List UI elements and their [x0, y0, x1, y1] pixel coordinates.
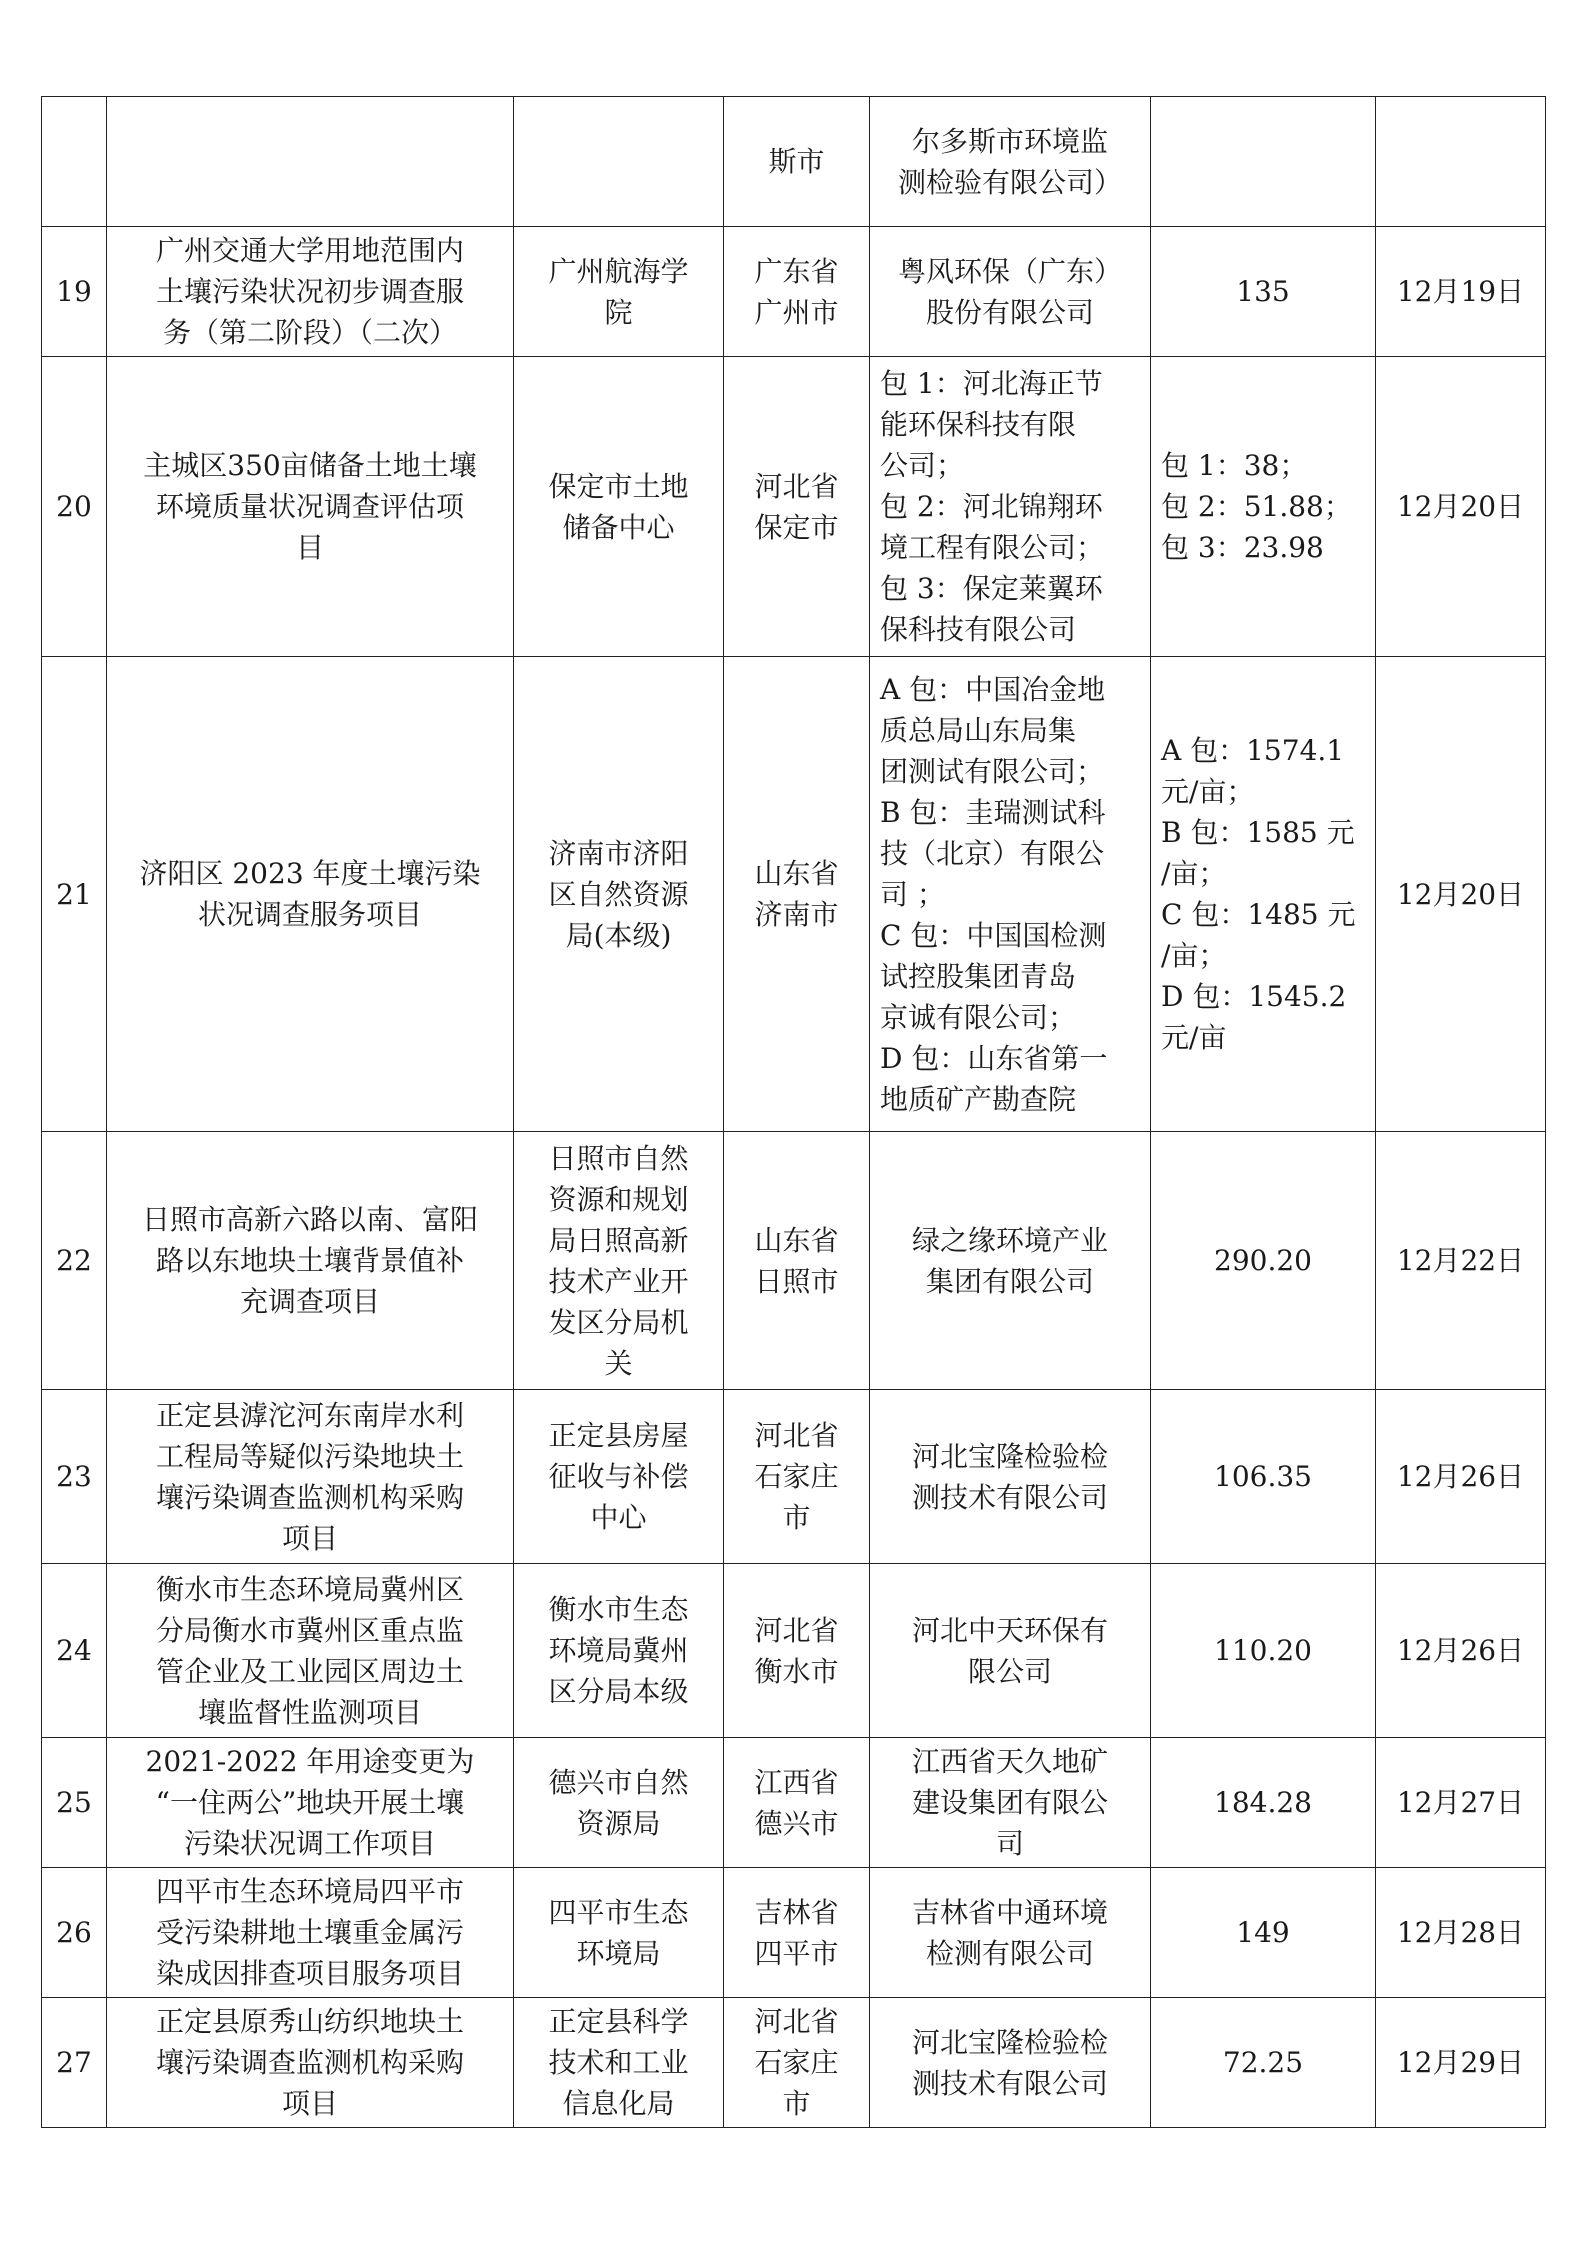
- amount-line: 149: [1236, 1916, 1290, 1949]
- date-cell: 12月29日: [1376, 1998, 1546, 2128]
- project-name-line: 土壤污染状况初步调查服: [155, 275, 464, 308]
- amount-cell: [1151, 1868, 1376, 1998]
- region-line: 河北省: [754, 2005, 839, 2038]
- row-number-cell: 25: [42, 1738, 107, 1868]
- purchaser-line: 济南市济阳: [548, 836, 689, 870]
- table-row: [42, 97, 1546, 227]
- region-line: 石家庄: [754, 2046, 839, 2079]
- winning-supplier-cell: [870, 1390, 1151, 1564]
- region-line: 市: [782, 1501, 811, 1534]
- region-line: 河北省: [754, 469, 839, 503]
- project-name-cell: [107, 1868, 514, 1998]
- winning-supplier-line: 吉林省中通环境: [911, 1895, 1108, 1929]
- winning-supplier-cell: [870, 1564, 1151, 1738]
- winning-supplier-line: 测技术有限公司: [911, 2066, 1108, 2100]
- winning-supplier-cell: [870, 227, 1151, 357]
- region-line: 斯市: [768, 145, 825, 178]
- winning-supplier-cell: [870, 1868, 1151, 1998]
- winning-supplier-line: 股份有限公司: [925, 295, 1094, 329]
- winning-supplier-line: 包 3：保定莱翼环: [880, 572, 1103, 605]
- project-name-line: 受污染耕地土壤重金属污: [155, 1916, 464, 1949]
- winning-supplier-line: 地质矿产勘查院: [880, 1082, 1077, 1116]
- amount-line: 包 3：23.98: [1161, 531, 1324, 564]
- winning-supplier-line: 质总局山东局集: [880, 713, 1077, 747]
- winning-supplier-cell: [870, 357, 1151, 657]
- purchaser-cell: [514, 1998, 724, 2128]
- region-line: 山东省: [754, 857, 839, 890]
- purchaser-line: 正定县房屋: [548, 1419, 689, 1452]
- project-name-line: 济阳区 2023 年度土壤污染: [139, 857, 481, 890]
- project-name-line: 分局衡水市冀州区重点监: [155, 1613, 464, 1647]
- date-cell: 12月27日: [1376, 1738, 1546, 1868]
- amount-line: 72.25: [1222, 2046, 1304, 2079]
- amount-cell: [1151, 1390, 1376, 1564]
- purchaser-line: 技术产业开: [548, 1264, 689, 1298]
- winning-supplier-line: 测检验有限公司）: [897, 165, 1122, 199]
- row-number-cell: 27: [42, 1998, 107, 2128]
- winning-supplier-line: 包 1：河北海正节: [880, 367, 1103, 400]
- amount-line: C 包：1485 元: [1161, 898, 1356, 931]
- project-name-line: 目: [295, 531, 324, 564]
- project-name-line: 染成因排查项目服务项目: [155, 1957, 464, 1990]
- project-name-line: 衡水市生态环境局冀州区: [155, 1572, 464, 1606]
- project-name-cell: [107, 357, 514, 657]
- region-cell: [724, 1868, 870, 1998]
- winning-supplier-line: 司: [995, 1827, 1024, 1860]
- winning-supplier-line: 尔多斯市环境监: [911, 124, 1108, 158]
- purchaser-line: 德兴市自然: [548, 1765, 689, 1799]
- purchaser-cell: [514, 657, 724, 1132]
- region-line: 济南市: [754, 898, 839, 931]
- table-row: [42, 1132, 1546, 1390]
- project-name-line: 主城区350亩储备土地土壤: [143, 449, 477, 482]
- winning-supplier-cell: [870, 1132, 1151, 1390]
- project-name-cell: [107, 227, 514, 357]
- project-name-cell: [107, 657, 514, 1132]
- winning-supplier-line: 京诚有限公司；: [880, 1000, 1077, 1034]
- row-number-cell: 19: [42, 227, 107, 357]
- winning-supplier-line: 江西省天久地矿: [911, 1745, 1108, 1778]
- amount-cell: [1151, 1132, 1376, 1390]
- table-row: [42, 227, 1546, 357]
- amount-line: 110.20: [1214, 1634, 1312, 1667]
- winning-supplier-line: 绿之缘环境产业: [911, 1223, 1108, 1257]
- project-name-cell: [107, 1998, 514, 2128]
- winning-supplier-line: 测技术有限公司: [911, 1480, 1108, 1514]
- project-name-cell: [107, 1738, 514, 1868]
- purchaser-line: 保定市土地: [548, 469, 689, 503]
- winning-supplier-line: 限公司: [967, 1654, 1052, 1688]
- winning-supplier-cell: [870, 657, 1151, 1132]
- purchaser-line: 四平市生态: [548, 1895, 689, 1929]
- project-name-line: 正定县原秀山纺织地块土: [155, 2005, 464, 2038]
- amount-line: 290.20: [1214, 1244, 1312, 1277]
- region-line: 四平市: [754, 1936, 839, 1970]
- table-row: [42, 657, 1546, 1132]
- purchaser-line: 局(本级): [565, 918, 672, 952]
- region-cell: [724, 1998, 870, 2128]
- region-line: 广州市: [754, 295, 839, 329]
- amount-line: 元/亩: [1161, 1021, 1227, 1054]
- date-cell: 12月26日: [1376, 1564, 1546, 1738]
- date-cell: 12月26日: [1376, 1390, 1546, 1564]
- row-number-cell: 20: [42, 357, 107, 657]
- region-line: 石家庄: [754, 1460, 839, 1493]
- project-name-cell: [107, 1390, 514, 1564]
- winning-supplier-cell: [870, 97, 1151, 227]
- region-cell: [724, 97, 870, 227]
- amount-line: /亩；: [1161, 939, 1227, 972]
- project-name-line: 广州交通大学用地范围内: [155, 234, 464, 267]
- date-cell: 12月28日: [1376, 1868, 1546, 1998]
- project-name-line: 工程局等疑似污染地块土: [155, 1439, 464, 1473]
- purchaser-cell: [514, 1390, 724, 1564]
- winning-supplier-line: A 包：中国冶金地: [880, 672, 1106, 706]
- region-cell: [724, 657, 870, 1132]
- project-name-line: 管企业及工业园区周边土: [155, 1654, 464, 1688]
- winning-supplier-line: 试控股集团青岛: [880, 959, 1077, 993]
- table-row: [42, 1564, 1546, 1738]
- amount-cell: [1151, 97, 1376, 227]
- purchaser-line: 关: [604, 1346, 633, 1380]
- project-name-line: 壤监督性监测项目: [197, 1695, 422, 1729]
- table-row: [42, 1390, 1546, 1564]
- date-cell: [1376, 97, 1546, 227]
- amount-cell: [1151, 1564, 1376, 1738]
- purchaser-line: 信息化局: [562, 2087, 675, 2120]
- winning-supplier-cell: [870, 1998, 1151, 2128]
- region-line: 河北省: [754, 1613, 839, 1647]
- amount-cell: [1151, 657, 1376, 1132]
- winning-supplier-cell: [870, 1738, 1151, 1868]
- project-name-line: 项目: [281, 1521, 338, 1555]
- project-name-line: 日照市高新六路以南、富阳: [141, 1203, 478, 1236]
- region-cell: [724, 227, 870, 357]
- row-number-cell: 26: [42, 1868, 107, 1998]
- amount-line: B 包：1585 元: [1161, 816, 1355, 849]
- project-name-line: 环境质量状况调查评估项: [155, 490, 464, 523]
- purchaser-line: 资源局: [576, 1806, 661, 1840]
- region-cell: [724, 357, 870, 657]
- table-body: [42, 97, 1546, 2128]
- winning-supplier-line: 检测有限公司: [925, 1936, 1094, 1970]
- project-name-line: 项目: [281, 2087, 338, 2120]
- table-row: [42, 1738, 1546, 1868]
- purchaser-line: 衡水市生态: [548, 1593, 689, 1626]
- amount-line: /亩；: [1161, 857, 1227, 890]
- date-cell: 12月20日: [1376, 657, 1546, 1132]
- amount-line: 元/亩；: [1161, 775, 1255, 808]
- purchaser-cell: [514, 1738, 724, 1868]
- procurement-results-table: [41, 96, 1546, 2128]
- project-name-line: 2021-2022 年用途变更为: [145, 1745, 475, 1778]
- amount-cell: [1151, 1998, 1376, 2128]
- amount-line: 135: [1236, 275, 1290, 308]
- winning-supplier-line: 粤风环保（广东）: [897, 254, 1122, 288]
- winning-supplier-line: 河北宝隆检验检: [911, 1439, 1108, 1473]
- region-cell: [724, 1738, 870, 1868]
- winning-supplier-line: C 包：中国国检测: [880, 918, 1107, 952]
- project-name-cell: [107, 97, 514, 227]
- purchaser-cell: [514, 357, 724, 657]
- amount-cell: [1151, 227, 1376, 357]
- region-cell: [724, 1390, 870, 1564]
- project-name-line: 污染状况调工作项目: [183, 1827, 436, 1860]
- row-number-cell: 24: [42, 1564, 107, 1738]
- date-cell: 12月22日: [1376, 1132, 1546, 1390]
- project-name-line: 务（第二阶段）（二次）: [162, 316, 457, 349]
- project-name-line: 状况调查服务项目: [197, 898, 422, 931]
- winning-supplier-line: 河北中天环保有: [911, 1613, 1108, 1647]
- winning-supplier-line: 包 2：河北锦翔环: [880, 490, 1103, 523]
- purchaser-cell: [514, 1868, 724, 1998]
- purchaser-cell: [514, 1132, 724, 1390]
- purchaser-line: 区分局本级: [548, 1675, 689, 1708]
- winning-supplier-line: 集团有限公司: [925, 1264, 1094, 1298]
- winning-supplier-line: D 包：山东省第一: [880, 1041, 1108, 1075]
- table-row: [42, 1868, 1546, 1998]
- row-number-cell: 22: [42, 1132, 107, 1390]
- winning-supplier-line: 司 ；: [880, 877, 945, 911]
- table-row: [42, 1998, 1546, 2128]
- project-name-line: 壤污染调查监测机构采购: [155, 2046, 464, 2079]
- project-name-cell: [107, 1132, 514, 1390]
- winning-supplier-line: 河北宝隆检验检: [911, 2025, 1108, 2059]
- amount-line: 106.35: [1214, 1460, 1312, 1493]
- winning-supplier-line: 技（北京）有限公: [880, 836, 1105, 870]
- region-line: 保定市: [754, 510, 839, 544]
- purchaser-line: 技术和工业: [548, 2046, 689, 2079]
- purchaser-cell: [514, 227, 724, 357]
- project-name-line: 壤污染调查监测机构采购: [155, 1480, 464, 1514]
- winning-supplier-line: 建设集团有限公: [911, 1786, 1108, 1819]
- amount-line: 包 1：38；: [1161, 449, 1308, 482]
- date-cell: 12月20日: [1376, 357, 1546, 657]
- table-row: [42, 357, 1546, 657]
- purchaser-cell: [514, 1564, 724, 1738]
- region-line: 市: [782, 2087, 811, 2120]
- amount-line: A 包：1574.1: [1161, 734, 1345, 767]
- purchaser-line: 中心: [590, 1501, 647, 1534]
- winning-supplier-line: B 包：圭瑞测试科: [880, 795, 1106, 829]
- purchaser-line: 储备中心: [562, 510, 675, 544]
- project-name-line: 充调查项目: [239, 1285, 380, 1318]
- project-name-line: “一住两公”地块开展土壤: [155, 1786, 465, 1819]
- region-line: 德兴市: [754, 1806, 839, 1840]
- project-name-line: 正定县滹沱河东南岸水利: [155, 1398, 464, 1432]
- amount-cell: [1151, 1738, 1376, 1868]
- project-name-cell: [107, 1564, 514, 1738]
- row-number-cell: 21: [42, 657, 107, 1132]
- winning-supplier-line: 保科技有限公司: [880, 613, 1077, 646]
- region-line: 广东省: [754, 254, 839, 288]
- region-cell: [724, 1132, 870, 1390]
- purchaser-line: 广州航海学: [548, 254, 689, 288]
- winning-supplier-line: 能环保科技有限: [880, 408, 1077, 441]
- purchaser-line: 发区分局机: [548, 1305, 689, 1339]
- project-name-line: 四平市生态环境局四平市: [155, 1875, 464, 1908]
- winning-supplier-line: 公司；: [880, 449, 965, 482]
- purchaser-line: 环境局冀州: [548, 1634, 689, 1667]
- purchaser-line: 区自然资源: [548, 877, 689, 911]
- region-line: 江西省: [754, 1765, 839, 1799]
- purchaser-line: 资源和规划: [548, 1182, 689, 1216]
- region-line: 衡水市: [754, 1654, 839, 1688]
- region-line: 山东省: [754, 1223, 839, 1257]
- purchaser-line: 局日照高新: [548, 1223, 689, 1257]
- row-number-cell: 23: [42, 1390, 107, 1564]
- region-line: 日照市: [754, 1264, 839, 1298]
- amount-line: 184.28: [1214, 1786, 1312, 1819]
- row-number-cell: [42, 97, 107, 227]
- purchaser-line: 院: [604, 295, 633, 329]
- project-name-line: 路以东地块土壤背景值补: [155, 1244, 464, 1277]
- region-line: 河北省: [754, 1419, 839, 1452]
- winning-supplier-line: 团测试有限公司；: [880, 754, 1105, 788]
- purchaser-line: 征收与补偿: [548, 1460, 689, 1493]
- purchaser-line: 日照市自然: [548, 1141, 689, 1175]
- date-cell: 12月19日: [1376, 227, 1546, 357]
- amount-line: 包 2：51.88；: [1161, 490, 1352, 523]
- region-cell: [724, 1564, 870, 1738]
- purchaser-line: 环境局: [576, 1936, 661, 1970]
- amount-cell: [1151, 357, 1376, 657]
- purchaser-line: 正定县科学: [548, 2005, 689, 2038]
- amount-line: D 包：1545.2: [1161, 980, 1347, 1013]
- region-line: 吉林省: [754, 1895, 839, 1929]
- winning-supplier-line: 境工程有限公司；: [880, 531, 1105, 564]
- purchaser-cell: [514, 97, 724, 227]
